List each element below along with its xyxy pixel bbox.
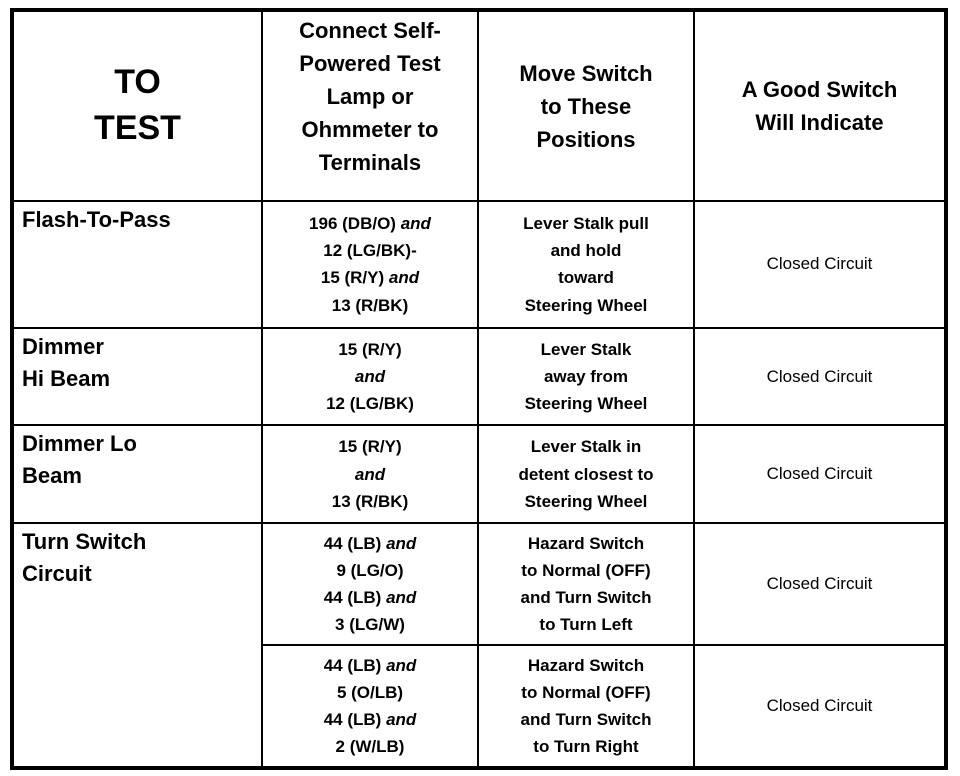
- terminal-text: 15 (R/Y): [320, 268, 385, 288]
- terminal-line: [271, 706, 469, 733]
- terminal-line: [271, 733, 469, 760]
- terminal-conj: and: [386, 655, 417, 675]
- header-to-test-line: TO: [114, 63, 161, 102]
- terminal-text: 13 (R/BK): [331, 491, 409, 511]
- terminal-conj: and: [386, 710, 417, 730]
- header-positions: [478, 10, 694, 201]
- position-line: Hazard Switch: [527, 655, 645, 675]
- indicate-cell: Closed Circuit: [694, 523, 946, 646]
- table-row: [12, 201, 946, 328]
- terminal-text: 3 (LG/W): [335, 615, 405, 635]
- table-row: [12, 425, 946, 523]
- table-row: [12, 328, 946, 426]
- terminal-line: [271, 363, 469, 390]
- terminals-cell: [262, 201, 478, 328]
- position-line: toward: [558, 268, 614, 288]
- indicate-cell: Closed Circuit: [694, 425, 946, 523]
- terminals-cell: [262, 645, 478, 768]
- terminals-cell: [262, 328, 478, 426]
- switch-test-table: [10, 8, 948, 770]
- terminal-line: [271, 461, 469, 488]
- terminal-text: 44 (LB): [323, 710, 382, 730]
- header-to-test-line: TEST: [94, 109, 181, 148]
- test-name-cell: [12, 425, 262, 523]
- terminal-line: [271, 584, 469, 611]
- test-name: Dimmer Lo: [22, 431, 137, 457]
- terminal-text: 2 (W/LB): [335, 737, 405, 757]
- terminal-conj: and: [354, 366, 386, 386]
- test-name: Beam: [22, 463, 82, 489]
- terminal-text: 12 (LG/BK): [326, 394, 414, 414]
- test-name: Circuit: [22, 560, 92, 586]
- position-line: Lever Stalk: [540, 339, 632, 359]
- test-name-cell: [12, 328, 262, 426]
- table-row: [12, 523, 946, 646]
- terminal-line: [271, 679, 469, 706]
- header-indicate-line: A Good Switch: [741, 77, 898, 103]
- position-line: and hold: [550, 241, 622, 261]
- terminal-line: [271, 292, 469, 319]
- header-to-test: [12, 10, 262, 201]
- terminal-text: 13 (R/BK): [331, 295, 409, 315]
- terminal-text: 15 (R/Y): [338, 339, 402, 359]
- test-name: Turn Switch: [22, 528, 147, 554]
- header-indicate-line: Will Indicate: [755, 110, 884, 136]
- test-name: Flash-To-Pass: [22, 207, 171, 233]
- positions-cell: [478, 645, 694, 768]
- terminal-text: 44 (LB): [323, 588, 382, 608]
- terminal-line: [271, 557, 469, 584]
- terminal-line: [271, 264, 469, 291]
- terminal-text: 44 (LB): [323, 533, 382, 553]
- header-positions-line: Move Switch: [519, 60, 653, 86]
- positions-cell: [478, 328, 694, 426]
- position-line: away from: [543, 366, 629, 386]
- test-name-cell: [12, 201, 262, 328]
- terminal-line: [271, 390, 469, 417]
- position-line: Steering Wheel: [524, 394, 648, 414]
- test-name-cell: [12, 523, 262, 768]
- position-line: to Turn Right: [533, 737, 639, 757]
- terminal-line: [271, 652, 469, 679]
- indicate-cell: Closed Circuit: [694, 645, 946, 768]
- position-line: and Turn Switch: [520, 710, 652, 730]
- terminal-conj: and: [354, 464, 386, 484]
- position-line: Steering Wheel: [524, 491, 648, 511]
- terminal-line: [271, 488, 469, 515]
- positions-cell: [478, 201, 694, 328]
- indicate-cell: Closed Circuit: [694, 328, 946, 426]
- terminal-conj: and: [388, 268, 420, 288]
- header-terminals-line: Powered Test: [299, 51, 441, 76]
- header-indicate: [694, 10, 946, 201]
- terminal-line: [271, 611, 469, 638]
- header-positions-line: to These: [540, 93, 632, 119]
- position-line: Lever Stalk in: [530, 437, 642, 457]
- positions-cell: [478, 523, 694, 646]
- terminal-line: [271, 237, 469, 264]
- terminal-conj: and: [400, 214, 431, 233]
- position-line: Hazard Switch: [527, 533, 645, 553]
- indicate-cell: Closed Circuit: [694, 201, 946, 328]
- terminal-conj: and: [386, 588, 417, 608]
- position-line: to Normal (OFF): [521, 683, 651, 703]
- terminal-text: 196 (DB/O): [309, 214, 396, 233]
- terminal-text: 12 (LG/BK)-: [323, 241, 417, 261]
- terminal-line: [271, 336, 469, 363]
- position-line: Steering Wheel: [524, 295, 648, 315]
- terminal-line: [271, 433, 469, 460]
- position-line: to Normal (OFF): [521, 560, 651, 580]
- header-terminals: [262, 10, 478, 201]
- terminal-line: [271, 530, 469, 557]
- header-row: [12, 10, 946, 201]
- terminal-conj: and: [386, 533, 417, 553]
- terminals-cell: [262, 523, 478, 646]
- test-name: Dimmer: [22, 333, 104, 359]
- terminals-cell: [262, 425, 478, 523]
- terminal-line: [271, 210, 469, 237]
- terminal-text: 9 (LG/O): [336, 560, 404, 580]
- header-terminals-line: Terminals: [318, 150, 422, 175]
- header-positions-line: Positions: [536, 126, 636, 152]
- terminal-text: 15 (R/Y): [338, 437, 402, 457]
- header-terminals-line: Ohmmeter to: [301, 117, 439, 142]
- header-terminals-line: Connect Self-: [299, 18, 441, 43]
- terminal-text: 5 (O/LB): [336, 683, 404, 703]
- position-line: and Turn Switch: [520, 588, 652, 608]
- position-line: detent closest to: [518, 464, 654, 484]
- positions-cell: [478, 425, 694, 523]
- test-name: Hi Beam: [22, 365, 111, 391]
- terminal-text: 44 (LB): [323, 655, 382, 675]
- position-line: Lever Stalk pull: [523, 214, 649, 233]
- position-line: to Turn Left: [539, 615, 633, 635]
- header-terminals-line: Lamp or: [326, 84, 414, 109]
